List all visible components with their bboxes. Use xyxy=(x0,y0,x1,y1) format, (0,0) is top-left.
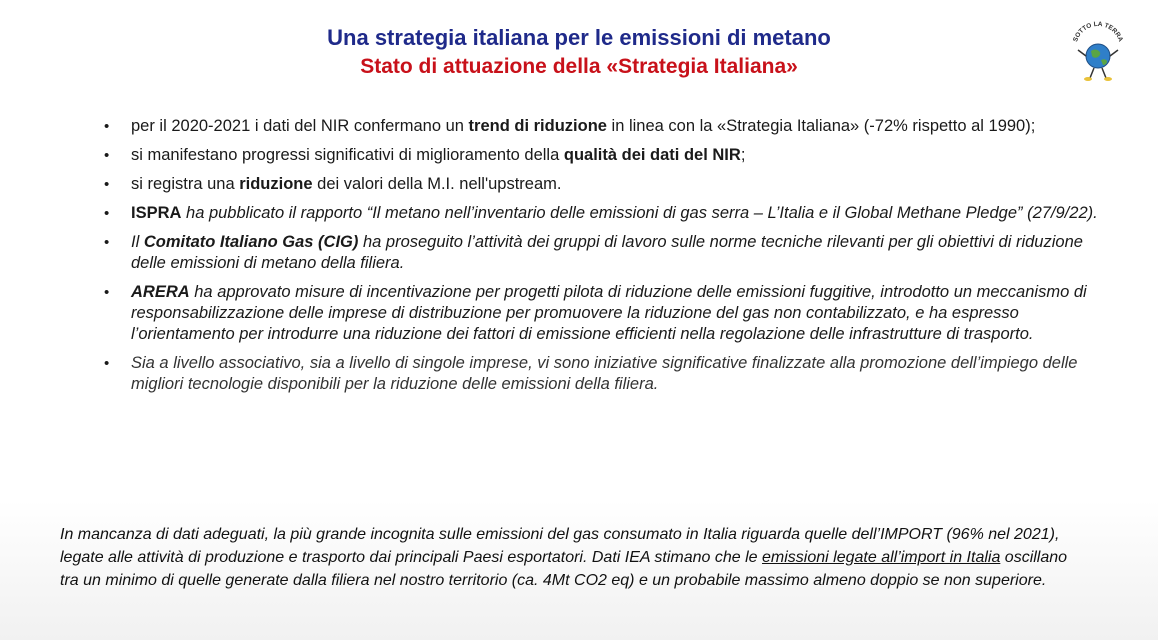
bullet-dot: • xyxy=(104,147,110,164)
list-item xyxy=(104,145,1104,166)
bullet-text: dei valori della M.I. nell'upstream. xyxy=(312,175,562,193)
bullet-bold: ISPRA xyxy=(131,204,182,222)
bullet-text: si registra una xyxy=(131,175,240,193)
bullet-text: in linea con la «Strategia Italiana» (-72% rispetto al 1990); xyxy=(606,117,1036,135)
bullet-bold: Comitato Italiano Gas (CIG) xyxy=(143,233,359,251)
list-item xyxy=(104,203,1104,224)
title-block xyxy=(0,24,1158,80)
bullet-text: ha proseguito l’attività dei gruppi di lavoro sulle norme tecniche rilevanti per gli obiettivi di riduzione delle emissioni di metano della filiera. xyxy=(131,233,1083,272)
bullet-dot: • xyxy=(104,118,110,135)
bullet-bold: ARERA xyxy=(131,283,190,301)
bullet-text: ha approvato misure di incentivazione per progetti pilota di riduzione delle emissioni fuggitive, introdotto un meccanismo di responsabilizzazione delle imprese di distribuzione per promuovere la riduzione del gas non contabilizzato, e ha espresso l’orientamento per introdurre una riduzione dei fattori di emissione efficienti nella regolazione delle infrastrutture di trasporto. xyxy=(131,283,1087,343)
footnote-text: In mancanza di dati adeguati, la più grande incognita sulle emissioni del gas consumato in Italia riguarda quelle dell’IMPORT (96% nel 2021), legate alle attività di produzione e trasporto dai principali Paesi esportatori. Dati IEA stimano che le xyxy=(60,526,1060,566)
list-item xyxy=(104,282,1104,345)
bullet-list xyxy=(104,116,1104,403)
svg-text:SOTTO LA TERRA xyxy=(1072,21,1124,43)
list-item xyxy=(104,353,1104,395)
bullet-dot: • xyxy=(104,176,110,193)
bullet-text: Il xyxy=(131,233,144,251)
bullet-dot: • xyxy=(104,355,110,372)
footnote-text: oscillano tra un minimo di quelle generate dalla filiera nel nostro territorio (ca. 4Mt CO2 eq) e un probabile massimo almeno doppio se non superiore. xyxy=(60,549,1068,589)
list-item xyxy=(104,232,1104,274)
logo-text: SOTTO LA TERRA xyxy=(1072,20,1124,43)
bullet-dot: • xyxy=(104,205,110,222)
bullet-bold: riduzione xyxy=(239,175,313,193)
bullet-dot: • xyxy=(104,284,110,301)
bullet-text: ha pubblicato il rapporto “Il metano nell’inventario delle emissioni di gas serra – L’Italia e il Global Methane Pledge” (27/9/22). xyxy=(181,204,1098,222)
slide-title: Una strategia italiana per le emissioni di metano xyxy=(327,25,831,50)
list-item xyxy=(104,174,1104,195)
bullet-text: per il 2020-2021 i dati del NIR confermano un xyxy=(131,117,469,135)
globe-mascot-icon xyxy=(1066,18,1130,82)
bullet-dot: • xyxy=(104,234,110,251)
bullet-bold: trend di riduzione xyxy=(468,117,607,135)
footnote xyxy=(60,523,1070,592)
bullet-text: Sia a livello associativo, sia a livello di singole imprese, vi sono iniziative significative finalizzate alla promozione dell’impiego delle migliori tecnologie disponibili per la riduzione delle emissioni della filiera. xyxy=(131,354,1078,393)
bullet-text: si manifestano progressi significativi di miglioramento della xyxy=(131,146,564,164)
bullet-bold: qualità dei dati del NIR xyxy=(563,146,741,164)
list-item xyxy=(104,116,1104,137)
footnote-underlined: emissioni legate all’import in Italia xyxy=(762,549,1001,566)
bullet-text: ; xyxy=(740,146,746,164)
slide-subtitle: Stato di attuazione della «Strategia Italiana» xyxy=(360,55,798,78)
